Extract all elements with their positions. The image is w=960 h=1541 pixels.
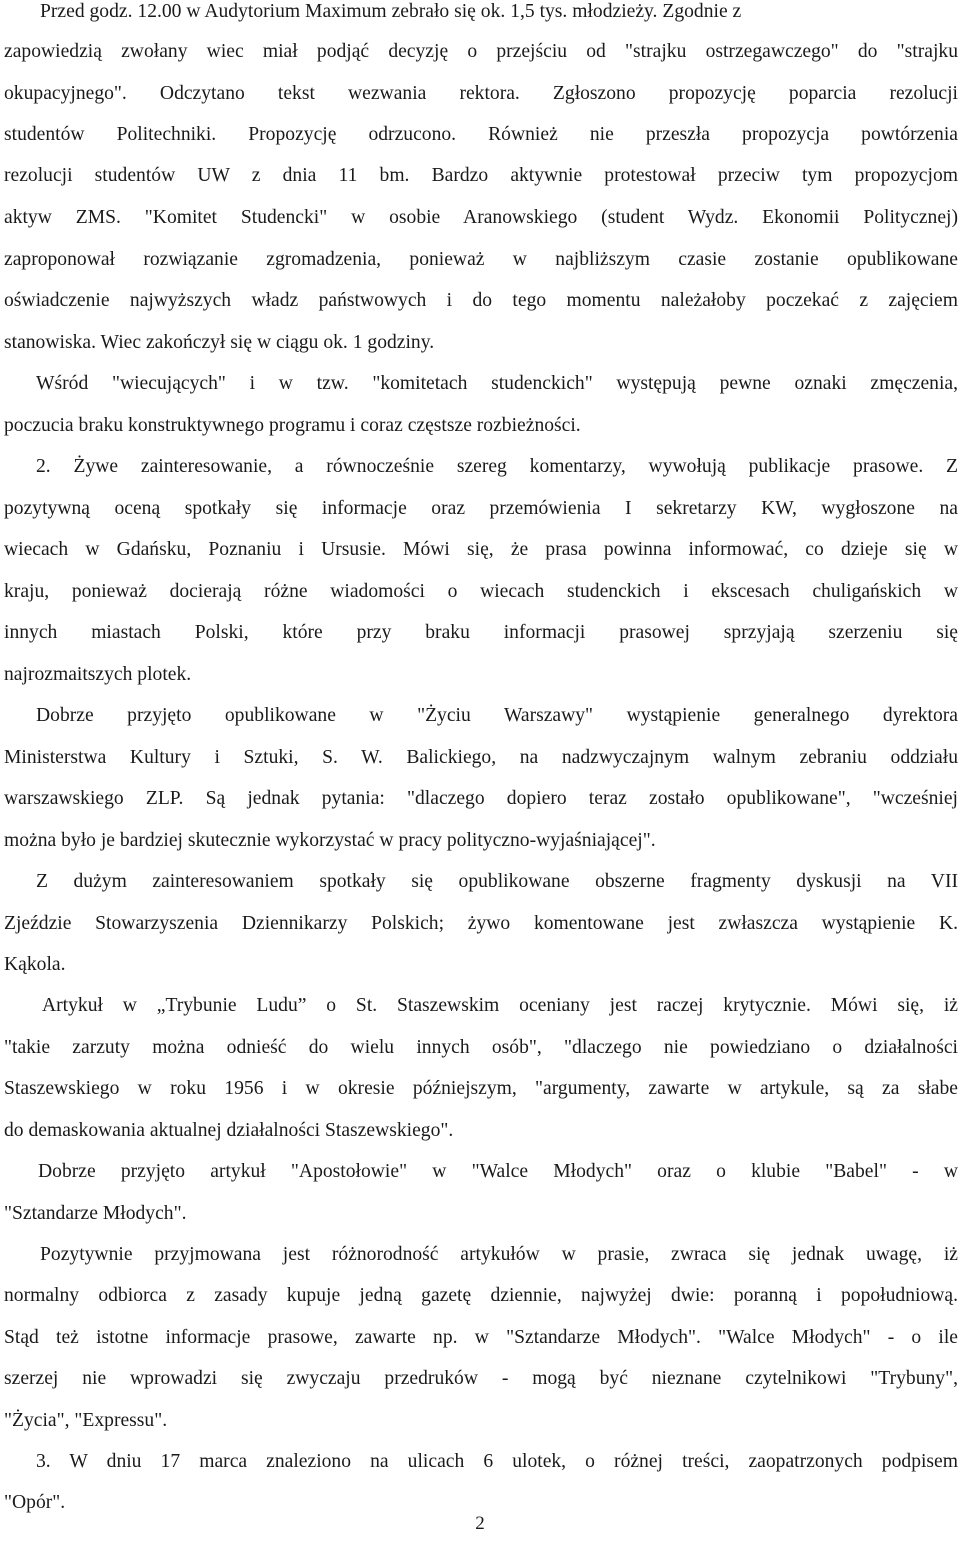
- text-line: rezolucji studentów UW z dnia 11 bm. Bardzo aktywnie protestował przeciw tym propozycjom: [4, 165, 958, 186]
- text-line: 3. W dniu 17 marca znaleziono na ulicach 6 ulotek, o różnej treści, zaopatrzonych podpisem: [36, 1451, 958, 1472]
- text-line: Zjeździe Stowarzyszenia Dziennikarzy Polskich; żywo komentowane jest zwłaszcza wystąpienie K.: [4, 913, 958, 934]
- text-line: Kąkola.: [4, 954, 66, 975]
- text-line: szerzej nie wprowadzi się zwyczaju przedruków - mogą być nieznane czytelnikowi "Trybuny",: [4, 1368, 958, 1389]
- text-line: stanowiska. Wiec zakończył się w ciągu ok. 1 godziny.: [4, 332, 435, 353]
- text-line: do demaskowania aktualnej działalności Staszewskiego".: [4, 1120, 454, 1141]
- text-line: pozytywną oceną spotkały się informacje oraz przemówienia I sekretarzy KW, wygłoszone na: [4, 498, 958, 519]
- text-line: normalny odbiorca z zasady kupuje jedną gazetę dziennie, najwyżej dwie: poranną i popołudniową.: [4, 1285, 958, 1306]
- text-line: studentów Politechniki. Propozycję odrzucono. Również nie przeszła propozycja powtórzenia: [4, 124, 958, 145]
- text-line: warszawskiego ZLP. Są jednak pytania: "dlaczego dopiero teraz zostało opublikowane", "wcześniej: [4, 788, 958, 809]
- text-line: aktyw ZMS. "Komitet Studencki" w osobie Aranowskiego (student Wydz. Ekonomii Politycznej): [4, 207, 958, 228]
- text-line: 2. Żywe zainteresowanie, a równocześnie szereg komentarzy, wywołują publikacje prasowe. Z: [36, 456, 958, 477]
- text-line: okupacyjnego". Odczytano tekst wezwania rektora. Zgłoszono propozycję poparcia rezolucji: [4, 83, 958, 104]
- text-line: można było je bardziej skutecznie wykorzystać w pracy polityczno-wyjaśniającej".: [4, 830, 656, 851]
- text-line: Z dużym zainteresowaniem spotkały się opublikowane obszerne fragmenty dyskusji na VII: [36, 871, 958, 892]
- text-line: Przed godz. 12.00 w Audytorium Maximum zebrało się ok. 1,5 tys. młodzieży. Zgodnie z: [40, 1, 742, 22]
- text-line: najrozmaitszych plotek.: [4, 664, 192, 685]
- text-line: Artykuł w „Trybunie Ludu” o St. Staszewskim oceniany jest raczej krytycznie. Mówi się, iż: [42, 995, 958, 1016]
- text-line: Pozytywnie przyjmowana jest różnorodność artykułów w prasie, zwraca się jednak uwagę, iż: [40, 1244, 958, 1265]
- text-line: "Życia", "Expressu".: [4, 1410, 168, 1431]
- page-number: 2: [475, 1513, 485, 1534]
- text-line: "Sztandarze Młodych".: [4, 1203, 187, 1224]
- text-line: "takie zarzuty można odnieść do wielu innych osób", "dlaczego nie powiedziano o działalności: [4, 1037, 958, 1058]
- text-line: poczucia braku konstruktywnego programu i coraz częstsze rozbieżności.: [4, 415, 581, 436]
- text-line: zapowiedzią zwołany wiec miał podjąć decyzję o przejściu od "strajku ostrzegawczego" do "strajku: [4, 41, 958, 62]
- text-line: Stąd też istotne informacje prasowe, zawarte np. w "Sztandarze Młodych". "Walce Młodych" - o ile: [4, 1327, 958, 1348]
- text-line: kraju, ponieważ docierają różne wiadomości o wiecach studenckich i ekscesach chuligańskich w: [4, 581, 958, 602]
- text-line: Dobrze przyjęto artykuł "Apostołowie" w "Walce Młodych" oraz o klubie "Babel" - w: [38, 1161, 958, 1182]
- text-line: Wśród "wiecujących" i w tzw. "komitetach studenckich" występują pewne oznaki zmęczenia,: [36, 373, 958, 394]
- text-line: Staszewskiego w roku 1956 i w okresie późniejszym, "argumenty, zawarte w artykule, są za słabe: [4, 1078, 958, 1099]
- text-line: Ministerstwa Kultury i Sztuki, S. W. Balickiego, na nadzwyczajnym walnym zebraniu oddziału: [4, 747, 958, 768]
- text-line: Dobrze przyjęto opublikowane w "Życiu Warszawy" wystąpienie generalnego dyrektora: [36, 705, 958, 726]
- text-line: wiecach w Gdańsku, Poznaniu i Ursusie. Mówi się, że prasa powinna informować, co dzieje się w: [4, 539, 958, 560]
- text-line: zaproponował rozwiązanie zgromadzenia, ponieważ w najbliższym czasie zostanie opublikowane: [4, 249, 958, 270]
- text-line: "Opór".: [4, 1492, 66, 1513]
- text-line: oświadczenie najwyższych władz państwowych i do tego momentu należałoby poczekać z zajęciem: [4, 290, 958, 311]
- text-line: innych miastach Polski, które przy braku informacji prasowej sprzyjają szerzeniu się: [4, 622, 958, 643]
